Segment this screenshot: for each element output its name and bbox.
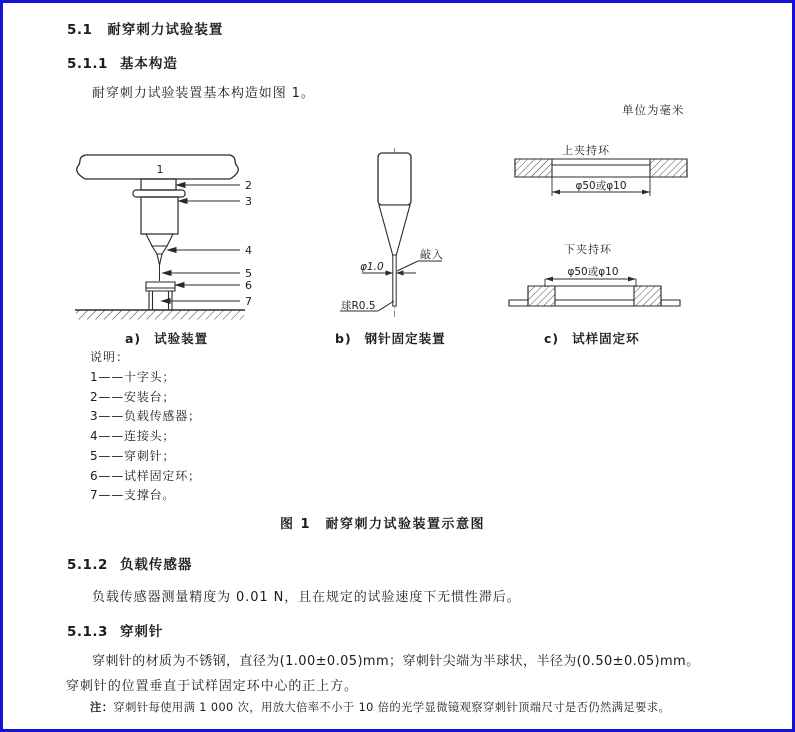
- legend-title: 说明：: [90, 350, 130, 364]
- lower-ring-diameter: φ50或φ10: [567, 266, 619, 278]
- part-leader-arrows: [162, 183, 240, 304]
- lower-ring-section: [509, 286, 680, 306]
- note: [90, 699, 670, 715]
- part-number-5: 5: [245, 267, 252, 280]
- section-5-1-3-heading: [67, 620, 163, 640]
- legend-item: 1——十字头；: [90, 370, 176, 384]
- mount-and-sensor-body: [133, 179, 185, 234]
- diagram-test-apparatus: [63, 148, 263, 328]
- caption-sub-b-title: 钢针固定装置: [364, 331, 446, 346]
- specimen-holder-table: [146, 282, 175, 310]
- section-5-1-1-paragraph: 耐穿刺力试验装置基本构造如图 1。: [92, 86, 315, 101]
- caption-sub-a-title: 试验装置: [154, 331, 209, 346]
- section-5-1-3-title: 穿刺针: [119, 624, 164, 640]
- note-body: 穿刺针每使用满 1 000 次，用放大倍率不小于 10 倍的光学显微镜观察穿刺针顶端尺寸是否仍然满足要求。: [113, 701, 671, 714]
- part-number-6: 6: [245, 279, 252, 292]
- upper-ring-section: [515, 159, 687, 177]
- unit-note: 单位为毫米: [622, 103, 685, 117]
- caption-sub-b-label: b): [335, 331, 352, 346]
- part-number-2: 2: [245, 179, 252, 192]
- caption-sub-c: [544, 329, 640, 347]
- upper-ring-dimension: [552, 177, 650, 196]
- section-5-1-2-number: 5.1.2: [67, 557, 108, 573]
- part-number-7: 7: [245, 295, 252, 308]
- section-5-1-2-paragraph: 负载传感器测量精度为 0.01 N，且在规定的试验速度下无惯性滞后。: [92, 590, 521, 605]
- caption-sub-a-label: a): [125, 331, 142, 346]
- section-5-1-3-paragraph-line2: 穿刺针的位置垂直于试样固定环中心的正上方。: [66, 679, 358, 694]
- note-label: 注：: [90, 701, 114, 714]
- upper-ring-diameter: φ50或φ10: [575, 180, 627, 192]
- part-number-3: 3: [245, 195, 252, 208]
- ball-radius-label: 球R0.5: [341, 300, 376, 312]
- section-5-1-1-heading: [67, 52, 178, 72]
- section-5-1-number: 5.1: [67, 22, 93, 38]
- section-5-1-1-number: 5.1.1: [67, 56, 108, 72]
- lower-ring-dimension: [545, 265, 636, 287]
- legend-item: 4——连接头；: [90, 429, 176, 444]
- figure-caption: 图 1 耐穿刺力试验装置示意图: [279, 517, 486, 532]
- legend-item: 3——负载传感器；: [90, 409, 201, 424]
- caption-sub-a: [125, 329, 208, 347]
- section-5-1-title: 耐穿刺力试验装置: [107, 22, 224, 38]
- legend-list: [90, 368, 201, 506]
- caption-sub-c-title: 试样固定环: [572, 331, 640, 346]
- diameter-dimension: [360, 261, 416, 276]
- legend-item: 6——试样固定环；: [90, 468, 201, 483]
- ball-radius-dimension: [340, 299, 394, 312]
- part-number-labels: [245, 179, 252, 308]
- caption-sub-b: [335, 329, 446, 347]
- caption-sub-c-label: c): [544, 331, 560, 346]
- section-5-1-3-paragraph-line1: 穿刺针的材质为不锈钢，直径为(1.00±0.05)mm；穿刺针尖端为半球状，半径为(0.50±0.05)mm。: [92, 654, 700, 669]
- section-5-1-1-title: 基本构造: [119, 56, 178, 72]
- legend-item: 7——支撑台。: [90, 488, 176, 503]
- part-number-4: 4: [245, 244, 252, 257]
- legend-item: 5——穿刺针；: [90, 448, 176, 463]
- diameter-label: φ1.0: [360, 261, 384, 273]
- part-number-1: 1: [156, 163, 164, 176]
- diagram-fixing-rings: [501, 143, 696, 318]
- section-5-1-2-title: 负载传感器: [119, 557, 193, 573]
- ground-hatching: [75, 310, 245, 320]
- section-5-1-heading: [67, 18, 223, 38]
- diagram-needle-fixture: [328, 143, 458, 323]
- needle-handle: [378, 153, 411, 306]
- legend-item: 2——安装台；: [90, 389, 176, 404]
- knock-in-callout: [397, 247, 444, 271]
- section-5-1-2-heading: [67, 553, 192, 573]
- upper-ring-label: 上夹持环: [562, 144, 610, 157]
- section-5-1-3-number: 5.1.3: [67, 624, 108, 640]
- knock-in-label: 敲入: [420, 248, 444, 261]
- lower-ring-label: 下夹持环: [564, 243, 612, 256]
